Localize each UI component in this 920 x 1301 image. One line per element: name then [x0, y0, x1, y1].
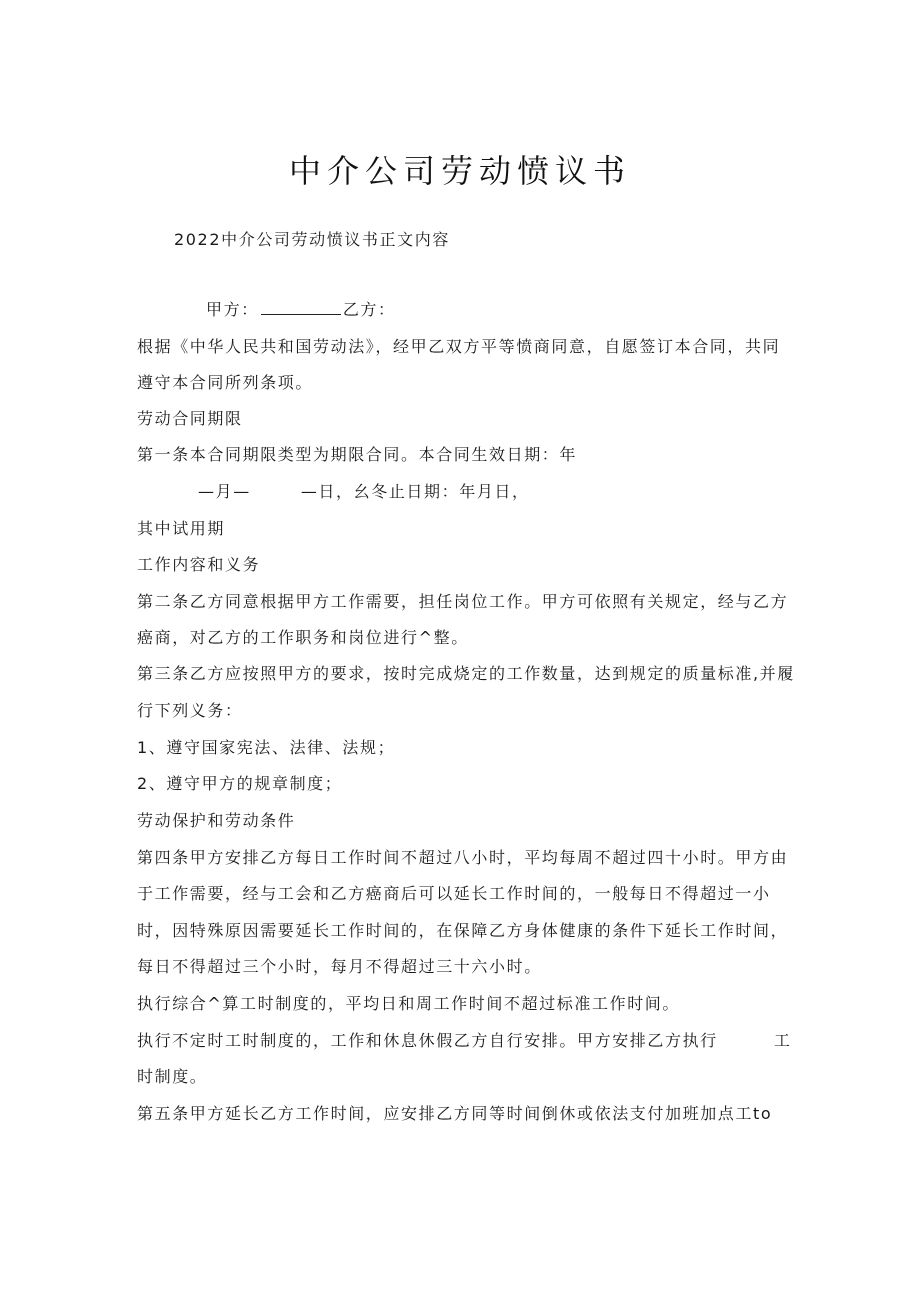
article-5: 第五条甲方延长乙方工作时间，应安排乙方同等时间倒休或依法支付加班加点工to: [137, 1104, 773, 1123]
article-3-line-2: 行下列义务：: [137, 701, 243, 720]
party-a-label: 甲方：: [206, 300, 259, 319]
article-2-line-2: 癌商，对乙方的工作职务和岗位进行^整。: [137, 628, 469, 647]
article-1-rest: —日，幺冬止日期：年月日，: [300, 482, 530, 501]
section-heading-term: 劳动合同期限: [137, 409, 243, 428]
probation-line: 其中试用期: [137, 519, 226, 538]
irregular-hours-tail: 工: [773, 1031, 792, 1050]
party-a-blank: [261, 300, 341, 315]
comprehensive-hours-line: 执行综合^算工时制度的，平均日和周工作时间不超过标准工作时间。: [137, 994, 681, 1013]
article-4-line-2: 于工作需要，经与工会和乙方癌商后可以延长工作时间的，一般每日不得超过一小: [137, 884, 771, 903]
intro-line-2: 遵守本合同所列条项。: [137, 373, 314, 392]
article-4-line-4: 每日不得超过三个小时，每月不得超过三十六小时。: [137, 957, 542, 976]
irregular-hours-main: 执行不定时工时制度的，工作和休息休假乙方自行安排。甲方安排乙方执行: [137, 1031, 718, 1050]
article-4-line-3: 时，因特殊原因需要延长工作时间的，在保障乙方身体健康的条件下延长工作时间，: [137, 921, 789, 940]
document-title: 中介公司劳动愤议书: [288, 152, 631, 190]
irregular-hours-cont: 时制度。: [137, 1067, 208, 1086]
irregular-hours-line: [137, 1031, 791, 1051]
document-subtitle: 2022中介公司劳动愤议书正文内容: [174, 230, 450, 249]
article-1-month: —月—: [198, 482, 251, 501]
section-heading-duties: 工作内容和义务: [137, 555, 261, 574]
party-b-label: 乙方：: [342, 300, 396, 319]
article-2-line-1: 第二条乙方同意根据甲方工作需要，担任岗位工作。甲方可依照有关规定，经与乙方: [137, 592, 789, 611]
duty-item-2: 2、遵守甲方的规章制度；: [137, 774, 343, 793]
article-4-line-1: 第四条甲方安排乙方每日工作时间不超过八小时，平均每周不超过四十小时。甲方由: [137, 848, 789, 867]
duty-item-1: 1、遵守国家宪法、法律、法规；: [137, 738, 396, 757]
article-1-dates: [198, 482, 530, 502]
article-3-line-1: 第三条乙方应按照甲方的要求，按时完成烧定的工作数量，达到规定的质量标准,并履: [137, 664, 795, 683]
section-heading-protection: 劳动保护和劳动条件: [137, 811, 296, 830]
parties-line: [206, 300, 396, 320]
intro-line-1: 根据《中华人民共和国劳动法》，经甲乙双方平等愤商同意，自愿签订本合同，共同: [137, 337, 781, 356]
article-1: 第一条本合同期限类型为期限合同。本合同生效日期：年: [137, 445, 578, 464]
